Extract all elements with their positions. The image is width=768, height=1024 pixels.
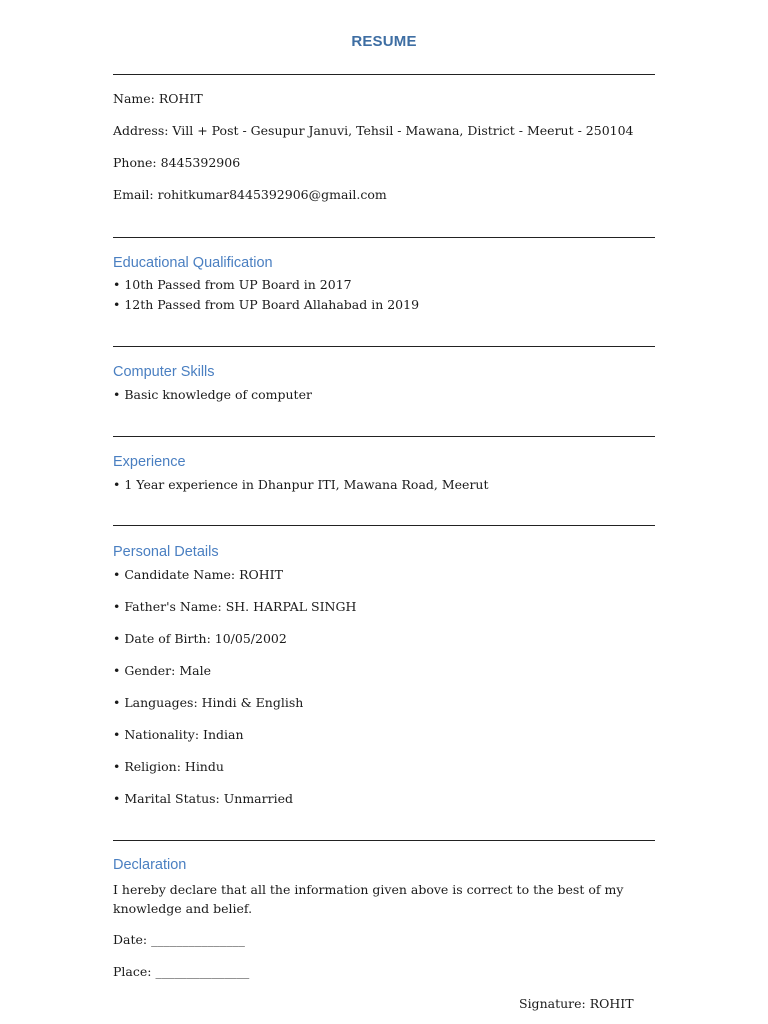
section-heading-experience: Experience (113, 454, 186, 470)
divider (113, 237, 655, 238)
contact-phone: Phone: 8445392906 (113, 155, 241, 170)
personal-item: • Date of Birth: 10/05/2002 (113, 631, 287, 646)
contact-name: Name: ROHIT (113, 91, 203, 106)
divider (113, 436, 655, 437)
declaration-place: Place: _______________ (113, 964, 250, 979)
personal-item: • Father's Name: SH. HARPAL SINGH (113, 599, 357, 614)
skills-item: • Basic knowledge of computer (113, 387, 312, 402)
divider (113, 74, 655, 75)
section-heading-personal: Personal Details (113, 544, 219, 560)
experience-item: • 1 Year experience in Dhanpur ITI, Mawana Road, Meerut (113, 477, 489, 492)
section-heading-skills: Computer Skills (113, 364, 215, 380)
divider (113, 840, 655, 841)
contact-email: Email: rohitkumar8445392906@gmail.com (113, 187, 387, 202)
declaration-text: I hereby declare that all the information given above is correct to the best of my knowledge and belief. (113, 882, 624, 916)
page-title: RESUME (351, 33, 417, 50)
personal-item: • Languages: Hindi & English (113, 695, 304, 710)
personal-item: • Religion: Hindu (113, 759, 224, 774)
declaration-date: Date: _______________ (113, 932, 245, 947)
personal-item: • Candidate Name: ROHIT (113, 567, 283, 582)
personal-item: • Nationality: Indian (113, 727, 244, 742)
divider (113, 525, 655, 526)
education-item: • 10th Passed from UP Board in 2017 (113, 277, 352, 292)
section-heading-declaration: Declaration (113, 857, 187, 873)
contact-address: Address: Vill + Post - Gesupur Januvi, Tehsil - Mawana, District - Meerut - 250104 (113, 123, 634, 138)
personal-item: • Marital Status: Unmarried (113, 791, 293, 806)
section-heading-education: Educational Qualification (113, 255, 273, 271)
education-item: • 12th Passed from UP Board Allahabad in 2019 (113, 297, 420, 312)
divider (113, 346, 655, 347)
signature: Signature: ROHIT (519, 996, 634, 1011)
personal-item: • Gender: Male (113, 663, 211, 678)
